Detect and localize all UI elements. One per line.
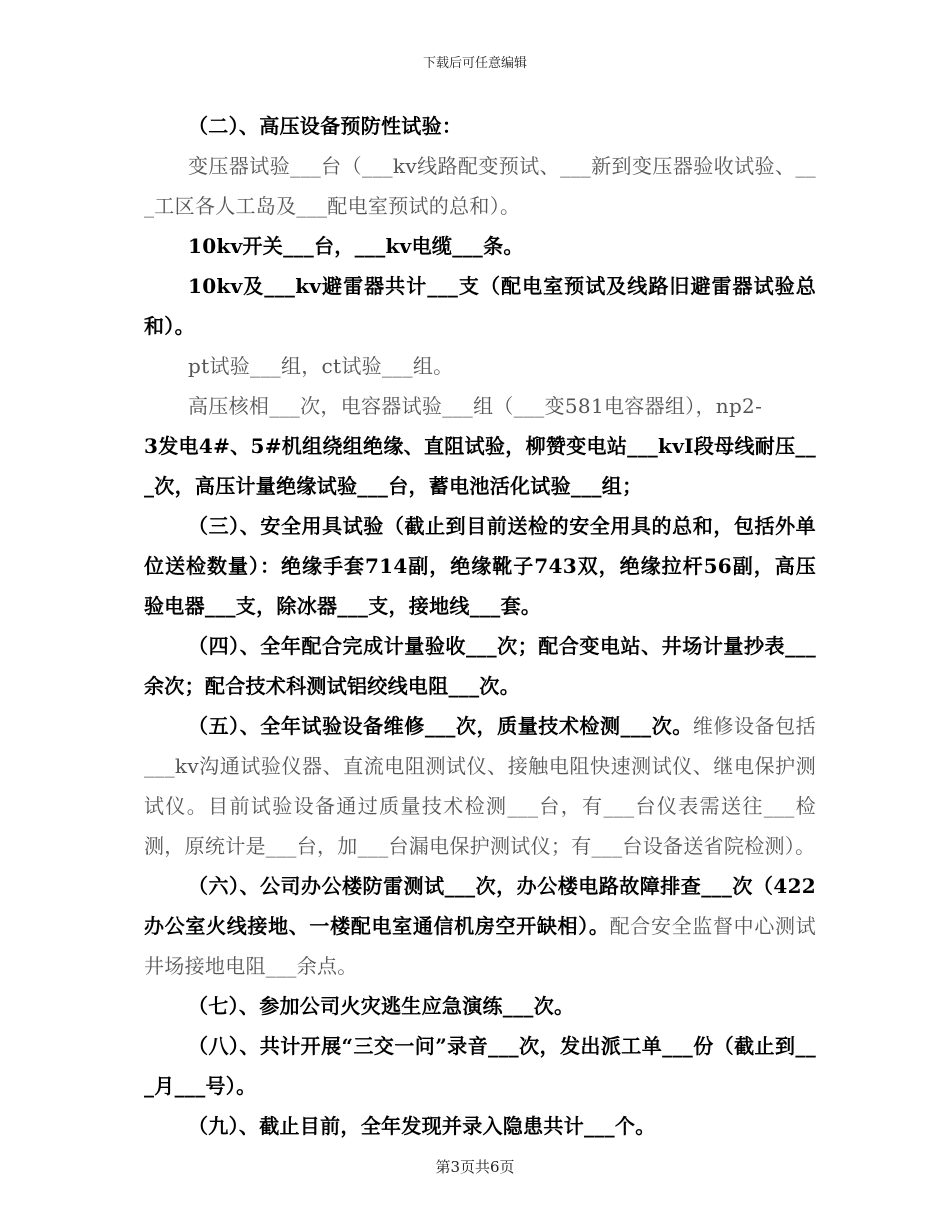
section-6-light-text: 配合安全监督中心测试井场接地电阻___余点。 (144, 914, 816, 978)
section-4-paragraph: （四）、全年配合完成计量验收___次；配合变电站、井场计量抄表___余次；配合技术科测试铝绞线电阻___次。 (144, 634, 816, 698)
pt-ct-paragraph: pt试验___组，ct试验___组。 (188, 354, 454, 378)
document-body (144, 106, 816, 1146)
section-5-paragraph (144, 706, 816, 866)
section-9-paragraph: （九）、截止目前，全年发现并录入隐患共计___个。 (188, 1114, 656, 1138)
section-3-paragraph: （三）、安全用具试验（截止到目前送检的安全用具的总和，包括外单位送检数量）：绝缘手套714副，绝缘靴子743双，绝缘拉杆56副，高压验电器___支，除冰器___支，接地线___套。 (144, 514, 816, 618)
section-8-paragraph: （八）、共计开展“三交一问”录音___次，发出派工单___份（截止到___月___号）。 (144, 1034, 816, 1098)
section-2-heading: （二）、高压设备预防性试验： (188, 114, 463, 138)
switch-cable-paragraph: 10kv开关___台，___kv电缆___条。 (188, 234, 524, 258)
section-5-light-text: 维修设备包括___kv沟通试验仪器、直流电阻测试仪、接触电阻快速测试仪、继电保护测试仪。目前试验设备通过质量技术检测___台，有___台仪表需送往___检测，原统计是___台，加___台漏电保护测试仪；有___台设备送省院检测）。 (144, 714, 816, 858)
transformer-test-paragraph: 变压器试验___台（___kv线路配变预试、___新到变压器验收试验、___工区各人工岛及___配电室预试的总和）。 (144, 154, 816, 218)
arrester-paragraph: 10kv及___kv避雷器共计___支（配电室预试及线路旧避雷器试验总和）。 (144, 274, 816, 338)
section-6-bold-text: （六）、公司办公楼防雷测试___次，办公楼电路故障排查___次（422办公室火线接地、一楼配电室通信机房空开缺相）。 (144, 874, 816, 938)
page-footer: 第3页共6页 (435, 1158, 515, 1176)
phase-capacitor-paragraph: 高压核相___次，电容器试验___组（___变581电容器组），np2- (188, 394, 763, 418)
section-7-paragraph: （七）、参加公司火灾逃生应急演练___次。 (188, 994, 575, 1018)
section-6-paragraph (144, 866, 816, 986)
section-5-bold-text: （五）、全年试验设备维修___次，质量技术检测___次。 (188, 714, 693, 738)
page-header: 下载后可任意编辑 (422, 56, 527, 71)
generator-test-paragraph: 3发电4#、5#机组绕组绝缘、直阻试验，柳赞变电站___kvⅠ段母线耐压___次，高压计量绝缘试验___台，蓄电池活化试验___组； (144, 434, 816, 498)
